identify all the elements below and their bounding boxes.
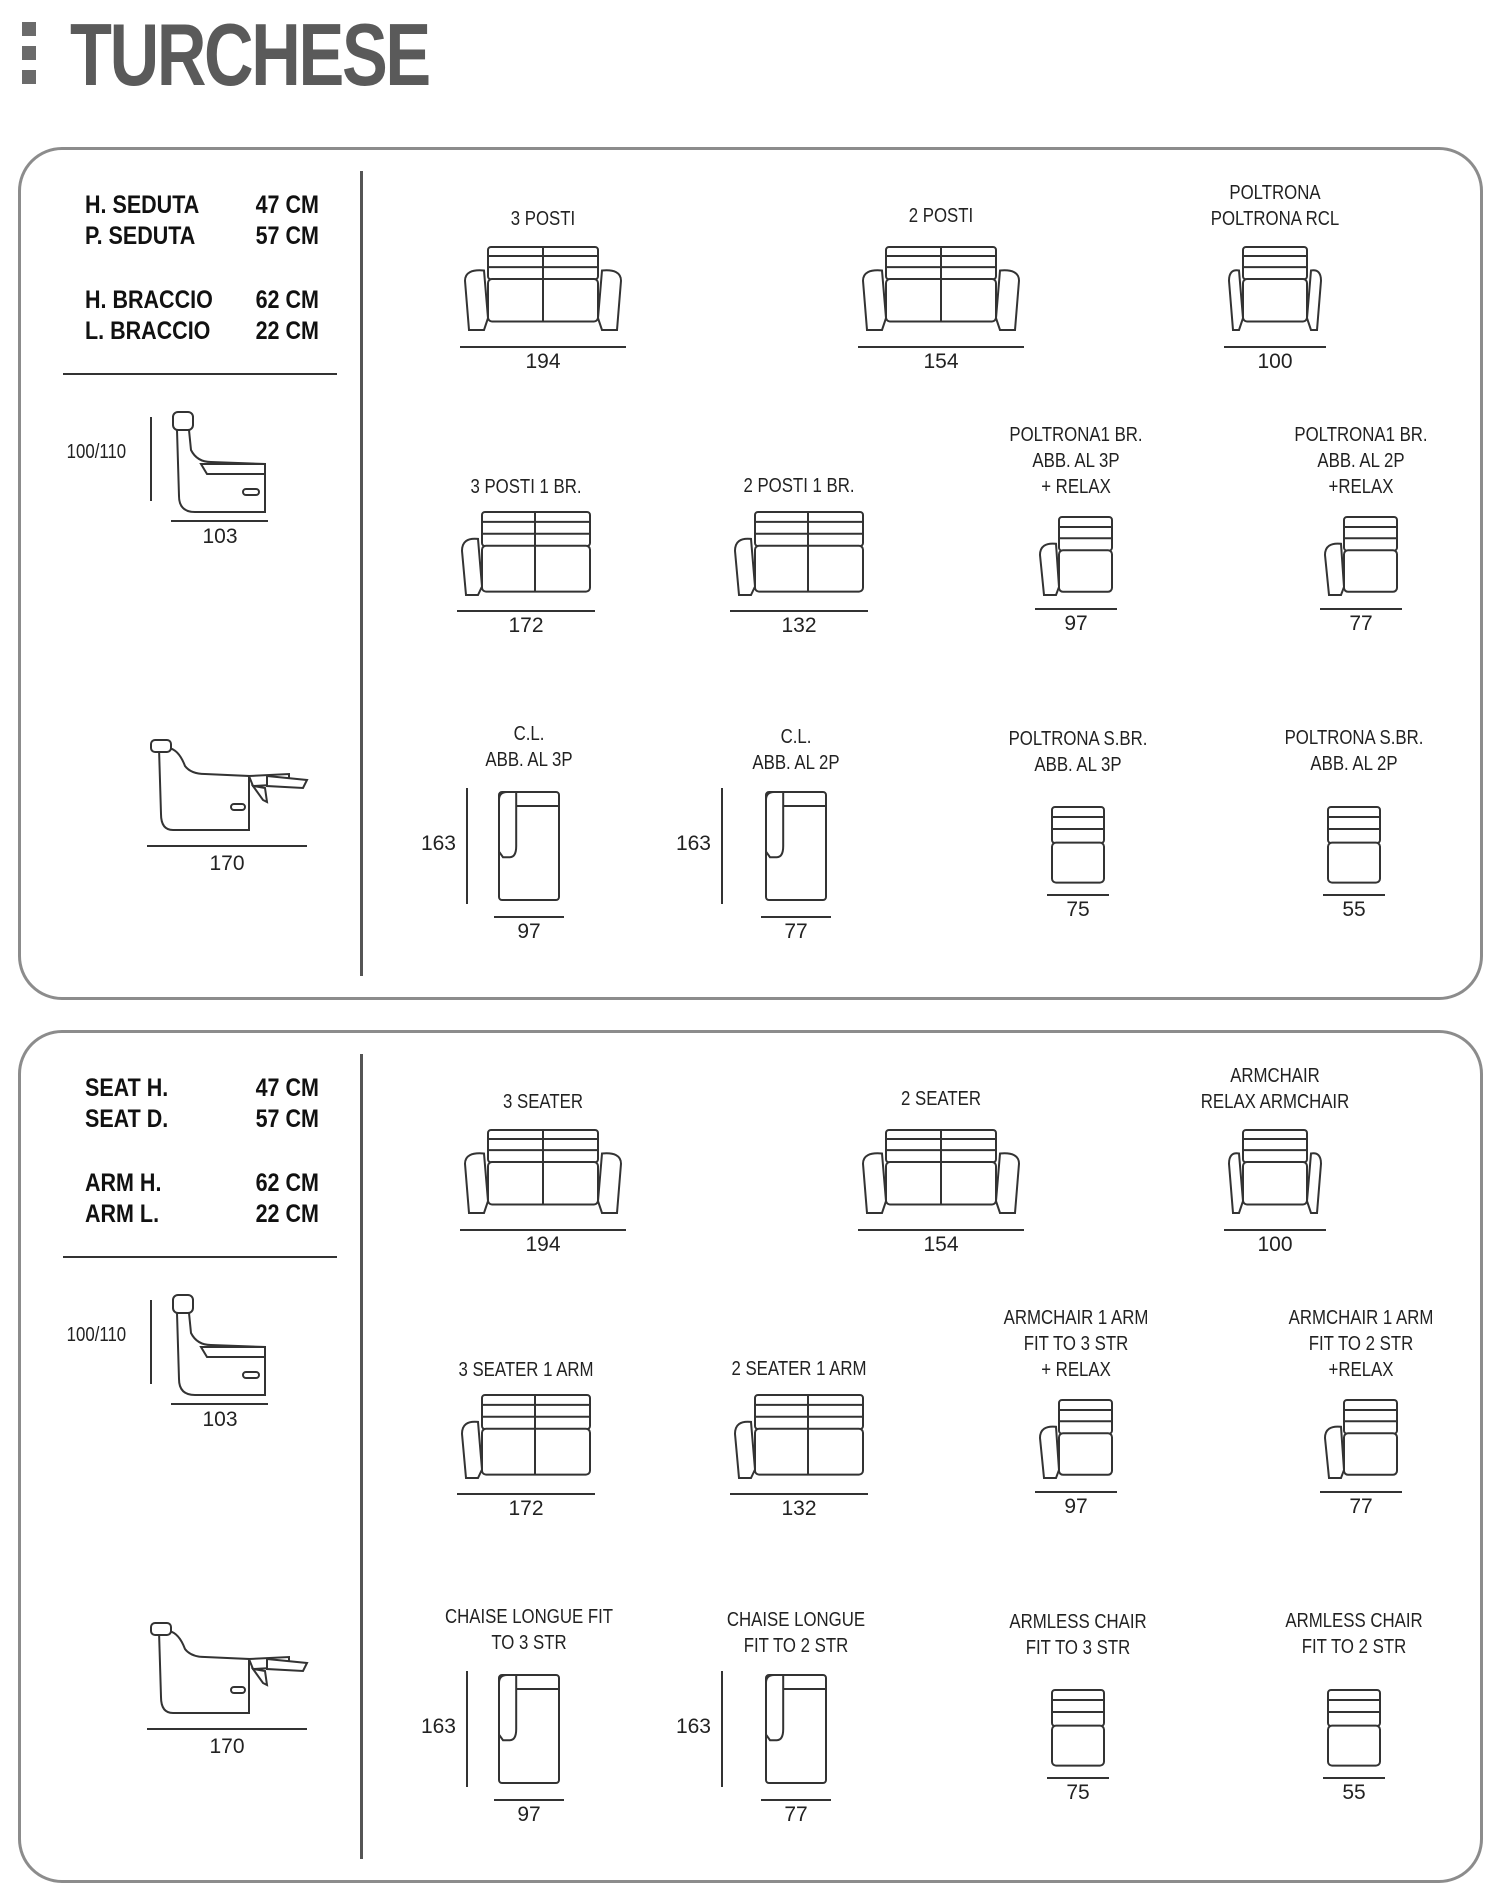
- spec-value: 62 CM: [255, 286, 319, 314]
- spec-row: [85, 1199, 319, 1230]
- depth-dimension-label: 163: [420, 832, 456, 855]
- width-dimension-label: 97: [517, 920, 541, 943]
- side-height-line: [150, 417, 152, 501]
- item-label: ABB. AL 3P: [485, 749, 573, 771]
- width-dimension-line: [460, 346, 626, 348]
- side-depth-line: [171, 1403, 268, 1405]
- item-label: 2 POSTI: [908, 205, 974, 227]
- furniture-drawing: [463, 245, 623, 330]
- side-height-label: 100/110: [66, 1324, 127, 1346]
- item-label: 2 SEATER: [901, 1088, 981, 1110]
- furniture-drawing: [497, 1673, 561, 1785]
- furniture-drawing: [1227, 245, 1323, 330]
- item-label: CHAISE LONGUE: [726, 1609, 866, 1631]
- item-label: 2 POSTI 1 BR.: [743, 475, 855, 497]
- side-profile-drawing: [171, 412, 267, 512]
- item-label: FIT TO 3 STR: [1023, 1333, 1129, 1355]
- panel-divider: [360, 1054, 363, 1859]
- side-height-line: [150, 1300, 152, 1384]
- depth-dimension-line: [721, 1671, 723, 1787]
- depth-dimension-label: 163: [420, 1715, 456, 1738]
- width-dimension-line: [457, 610, 595, 612]
- width-dimension-line: [1035, 608, 1117, 610]
- spec-table: [85, 190, 319, 347]
- item-label: C.L.: [780, 726, 812, 748]
- furniture-drawing: [460, 510, 592, 595]
- spec-label: SEAT H.: [85, 1074, 169, 1102]
- depth-dimension-line: [721, 788, 723, 904]
- furniture-drawing: [460, 1393, 592, 1478]
- width-dimension-line: [494, 1799, 564, 1801]
- spec-rule: [63, 373, 337, 375]
- width-dimension-label: 132: [781, 614, 817, 637]
- width-dimension-label: 77: [784, 1803, 808, 1826]
- width-dimension-line: [1047, 1777, 1109, 1779]
- width-dimension-line: [1035, 1491, 1117, 1493]
- recline-length-label: 170: [209, 852, 245, 875]
- furniture-drawing: [1038, 515, 1114, 595]
- width-dimension-line: [730, 1493, 868, 1495]
- spec-value: 57 CM: [255, 222, 319, 250]
- depth-dimension-line: [466, 1671, 468, 1787]
- item-label: ABB. AL 2P: [1317, 450, 1405, 472]
- spec-label: ARM L.: [85, 1200, 160, 1228]
- width-dimension-label: 172: [508, 614, 544, 637]
- width-dimension-label: 55: [1342, 1781, 1366, 1804]
- width-dimension-line: [761, 916, 831, 918]
- depth-dimension-label: 163: [675, 832, 711, 855]
- item-label: POLTRONA RCL: [1210, 208, 1340, 230]
- furniture-drawing: [1323, 1398, 1399, 1478]
- item-label: +RELAX: [1328, 1359, 1394, 1381]
- spec-gap: [85, 252, 319, 285]
- width-dimension-line: [858, 1229, 1024, 1231]
- furniture-drawing: [463, 1128, 623, 1213]
- spec-value: 47 CM: [255, 1074, 319, 1102]
- furniture-drawing: [733, 1393, 865, 1478]
- width-dimension-label: 172: [508, 1497, 544, 1520]
- furniture-drawing: [497, 790, 561, 902]
- width-dimension-label: 75: [1066, 898, 1090, 921]
- furniture-drawing: [861, 245, 1021, 330]
- item-label: ABB. AL 3P: [1034, 754, 1122, 776]
- furniture-drawing: [1038, 1398, 1114, 1478]
- spec-value: 62 CM: [255, 1169, 319, 1197]
- width-dimension-label: 77: [1349, 612, 1373, 635]
- item-label: ABB. AL 2P: [752, 752, 840, 774]
- item-label: 3 SEATER: [503, 1091, 583, 1113]
- width-dimension-line: [1323, 1777, 1385, 1779]
- item-label: C.L.: [513, 723, 545, 745]
- item-label: + RELAX: [1041, 476, 1111, 498]
- furniture-drawing: [764, 1673, 828, 1785]
- width-dimension-label: 132: [781, 1497, 817, 1520]
- reclined-profile-drawing: [149, 740, 309, 832]
- spec-row: [85, 285, 319, 316]
- item-label: CHAISE LONGUE FIT: [444, 1606, 614, 1628]
- width-dimension-line: [1224, 1229, 1326, 1231]
- furniture-drawing: [733, 510, 865, 595]
- title-marker: [22, 22, 36, 86]
- width-dimension-line: [730, 610, 868, 612]
- item-label: 3 POSTI: [510, 208, 576, 230]
- width-dimension-line: [494, 916, 564, 918]
- furniture-drawing: [764, 790, 828, 902]
- recline-length-line: [147, 1728, 307, 1730]
- item-label: 3 SEATER 1 ARM: [458, 1359, 594, 1381]
- spec-gap: [85, 1135, 319, 1168]
- spec-label: H. BRACCIO: [85, 286, 213, 314]
- furniture-drawing: [1323, 515, 1399, 595]
- recline-length-line: [147, 845, 307, 847]
- width-dimension-line: [761, 1799, 831, 1801]
- spec-label: SEAT D.: [85, 1105, 169, 1133]
- spec-value: 57 CM: [255, 1105, 319, 1133]
- furniture-drawing: [1326, 805, 1382, 885]
- side-profile-drawing: [171, 1295, 267, 1395]
- item-label: ARMLESS CHAIR: [1285, 1610, 1423, 1632]
- furniture-drawing: [861, 1128, 1021, 1213]
- item-label: ARMCHAIR 1 ARM: [1003, 1307, 1149, 1329]
- spec-row: [85, 1168, 319, 1199]
- width-dimension-label: 154: [923, 1233, 959, 1256]
- item-label: FIT TO 2 STR: [1301, 1636, 1407, 1658]
- page-title: TURCHESE: [70, 5, 429, 104]
- spec-value: 22 CM: [255, 1200, 319, 1228]
- item-label: RELAX ARMCHAIR: [1200, 1091, 1350, 1113]
- spec-row: [85, 190, 319, 221]
- spec-panel: [18, 1030, 1483, 1883]
- spec-row: [85, 1104, 319, 1135]
- depth-dimension-line: [466, 788, 468, 904]
- width-dimension-line: [1323, 894, 1385, 896]
- width-dimension-label: 100: [1257, 350, 1293, 373]
- recline-length-label: 170: [209, 1735, 245, 1758]
- spec-rule: [63, 1256, 337, 1258]
- panel-divider: [360, 171, 363, 976]
- item-label: + RELAX: [1041, 1359, 1111, 1381]
- item-label: ARMCHAIR: [1230, 1065, 1320, 1087]
- width-dimension-line: [457, 1493, 595, 1495]
- spec-label: L. BRACCIO: [85, 317, 211, 345]
- item-label: FIT TO 2 STR: [1308, 1333, 1414, 1355]
- item-label: ABB. AL 2P: [1310, 753, 1398, 775]
- width-dimension-line: [858, 346, 1024, 348]
- item-label: ARMLESS CHAIR: [1009, 1611, 1147, 1633]
- width-dimension-line: [1047, 894, 1109, 896]
- spec-row: [85, 221, 319, 252]
- spec-row: [85, 1073, 319, 1104]
- item-label: 2 SEATER 1 ARM: [731, 1358, 867, 1380]
- width-dimension-label: 194: [525, 1233, 561, 1256]
- width-dimension-label: 194: [525, 350, 561, 373]
- depth-dimension-label: 163: [675, 1715, 711, 1738]
- width-dimension-line: [1224, 346, 1326, 348]
- width-dimension-label: 97: [1064, 1495, 1088, 1518]
- item-label: FIT TO 3 STR: [1025, 1637, 1131, 1659]
- side-depth-label: 103: [202, 1408, 238, 1431]
- width-dimension-label: 75: [1066, 1781, 1090, 1804]
- item-label: POLTRONA1 BR.: [1009, 424, 1143, 446]
- side-height-label: 100/110: [66, 441, 127, 463]
- spec-label: H. SEDUTA: [85, 191, 200, 219]
- width-dimension-line: [1320, 1491, 1402, 1493]
- side-depth-label: 103: [202, 525, 238, 548]
- item-label: ABB. AL 3P: [1032, 450, 1120, 472]
- width-dimension-label: 97: [1064, 612, 1088, 635]
- width-dimension-line: [1320, 608, 1402, 610]
- furniture-drawing: [1326, 1688, 1382, 1768]
- spec-label: ARM H.: [85, 1169, 162, 1197]
- spec-label: P. SEDUTA: [85, 222, 196, 250]
- width-dimension-line: [460, 1229, 626, 1231]
- item-label: +RELAX: [1328, 476, 1394, 498]
- furniture-drawing: [1227, 1128, 1323, 1213]
- item-label: TO 3 STR: [491, 1632, 567, 1654]
- item-label: POLTRONA1 BR.: [1294, 424, 1428, 446]
- spec-value: 47 CM: [255, 191, 319, 219]
- spec-value: 22 CM: [255, 317, 319, 345]
- reclined-profile-drawing: [149, 1623, 309, 1715]
- spec-panel: [18, 147, 1483, 1000]
- item-label: FIT TO 2 STR: [743, 1635, 849, 1657]
- width-dimension-label: 77: [784, 920, 808, 943]
- spec-table: [85, 1073, 319, 1230]
- item-label: POLTRONA S.BR.: [1284, 727, 1424, 749]
- furniture-drawing: [1050, 1688, 1106, 1768]
- width-dimension-label: 154: [923, 350, 959, 373]
- width-dimension-label: 55: [1342, 898, 1366, 921]
- spec-row: [85, 316, 319, 347]
- furniture-drawing: [1050, 805, 1106, 885]
- item-label: POLTRONA: [1229, 182, 1321, 204]
- width-dimension-label: 100: [1257, 1233, 1293, 1256]
- item-label: ARMCHAIR 1 ARM: [1288, 1307, 1434, 1329]
- side-depth-line: [171, 520, 268, 522]
- item-label: 3 POSTI 1 BR.: [470, 476, 582, 498]
- item-label: POLTRONA S.BR.: [1008, 728, 1148, 750]
- width-dimension-label: 97: [517, 1803, 541, 1826]
- width-dimension-label: 77: [1349, 1495, 1373, 1518]
